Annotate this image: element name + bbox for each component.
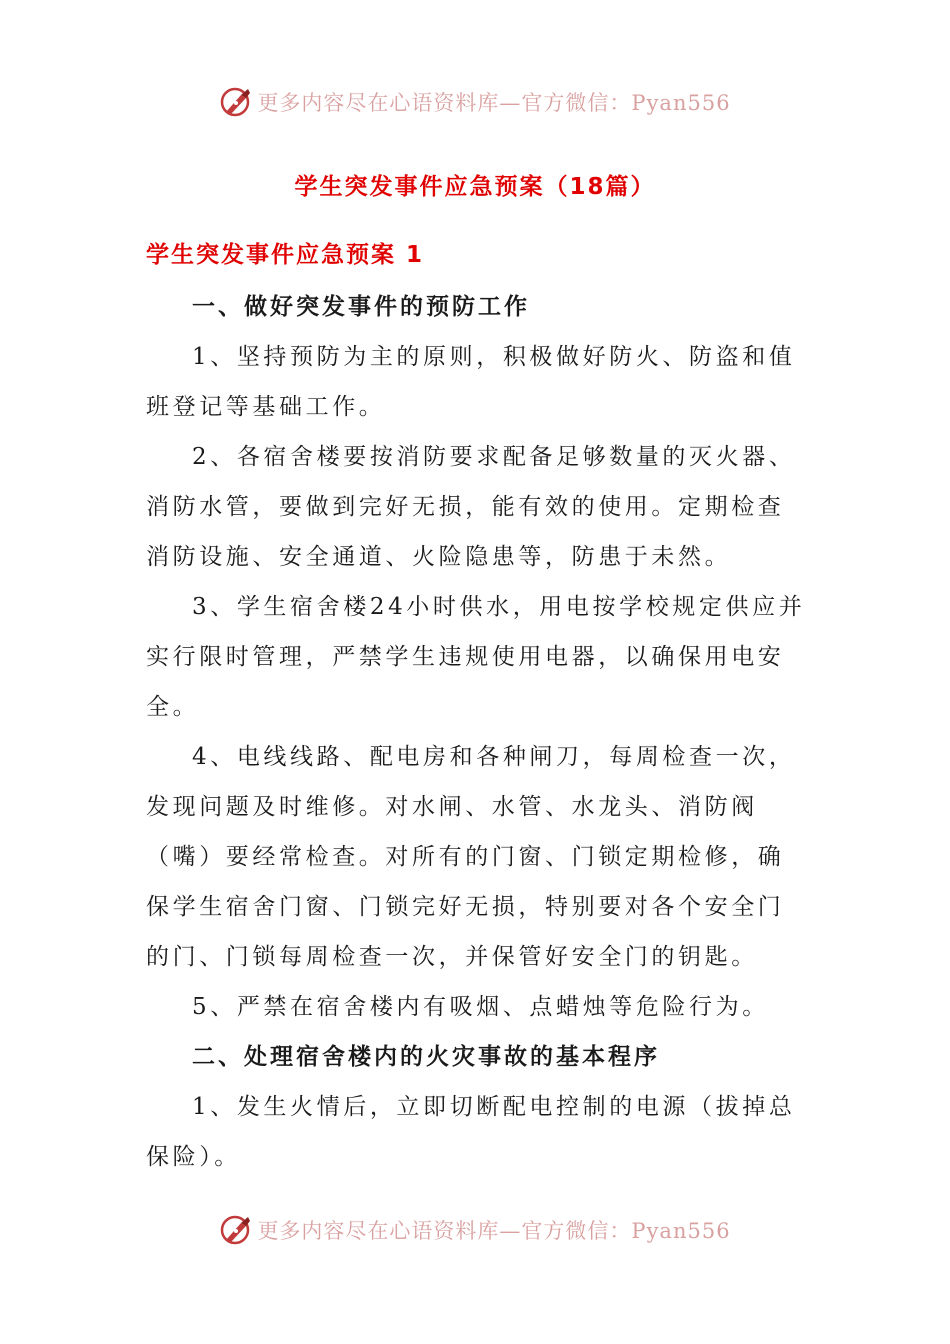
section-title: 学生突发事件应急预案 1 xyxy=(146,242,425,268)
pen-nib-logo-icon xyxy=(219,1213,253,1247)
document-title: 学生突发事件应急预案（18篇） xyxy=(294,174,656,200)
body-paragraph: 1、坚持预防为主的原则，积极做好防火、防盗和值班登记等基础工作。 xyxy=(146,344,796,420)
pen-nib-logo-icon xyxy=(219,85,253,119)
watermark-text: 更多内容尽在心语资料库—官方微信：Pyan556 xyxy=(257,91,731,115)
header-watermark xyxy=(0,80,950,124)
body-paragraph: 4、电线线路、配电房和各种闸刀，每周检查一次，发现问题及时维修。对水闸、水管、水龙头、消防阀（嘴）要经常检查。对所有的门窗、门锁定期检修，确保学生宿舍门窗、门锁完好无损，特别要对各个安全门的门、门锁每周检查一次，并保管好安全门的钥匙。 xyxy=(146,744,796,970)
watermark-text: 更多内容尽在心语资料库—官方微信：Pyan556 xyxy=(257,1219,731,1243)
body-paragraph: 1、发生火情后，立即切断配电控制的电源（拔掉总保险）。 xyxy=(146,1094,796,1170)
document-body xyxy=(146,282,806,1182)
body-paragraph: 2、各宿舍楼要按消防要求配备足够数量的灭火器、消防水管，要做到完好无损，能有效的使用。定期检查消防设施、安全通道、火险隐患等，防患于未然。 xyxy=(146,444,796,570)
body-paragraph: 3、学生宿舍楼24小时供水，用电按学校规定供应并实行限时管理，严禁学生违规使用电器，以确保用电安全。 xyxy=(146,594,806,720)
section-heading: 一、做好突发事件的预防工作 xyxy=(192,294,530,320)
footer-watermark xyxy=(0,1208,950,1252)
section-heading: 二、处理宿舍楼内的火灾事故的基本程序 xyxy=(192,1044,660,1070)
body-paragraph: 5、严禁在宿舍楼内有吸烟、点蜡烛等危险行为。 xyxy=(192,994,769,1020)
